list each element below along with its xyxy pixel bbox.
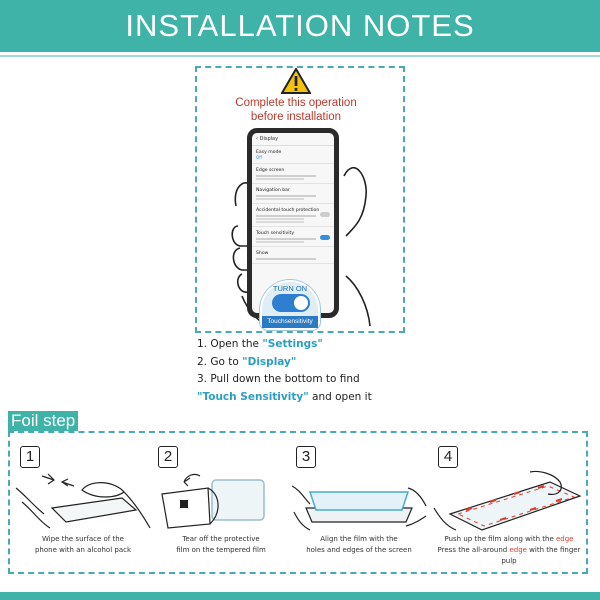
instruction-step-3 — [197, 371, 372, 389]
screen-title: Display — [259, 136, 279, 142]
caption-line: phone with an alcohol pack — [34, 546, 132, 554]
warning-line-2: before installation — [250, 111, 342, 123]
warning-line-1: Complete this operation — [235, 97, 357, 109]
caption-line: Wipe the surface of the — [42, 535, 124, 543]
instruction-text: and open it — [308, 390, 372, 403]
screen-item-accidental-touch — [252, 204, 334, 227]
step-number: 2 — [158, 446, 178, 468]
highlight-text: "Settings" — [262, 338, 323, 350]
press-edges-illustration — [430, 468, 588, 532]
screen-header: ‹ Display — [252, 133, 334, 146]
instruction-text: 3. Pull down the bottom to find — [197, 373, 360, 385]
caption-line: holes and edges of the screen — [306, 546, 412, 554]
instruction-list — [197, 336, 372, 406]
foil-step-1 — [12, 446, 154, 566]
foil-step-2 — [150, 446, 292, 566]
peel-film-illustration — [150, 468, 292, 532]
caption-highlight: edge — [555, 535, 574, 543]
foil-step-3 — [288, 446, 430, 566]
caption-line: film on the tempered film — [176, 546, 266, 554]
instruction-step-3-cont — [197, 389, 372, 407]
screen-item-show — [252, 247, 334, 264]
instruction-text: 2. Go to — [197, 355, 243, 368]
step-number: 4 — [438, 446, 458, 468]
step-number: 1 — [20, 446, 40, 468]
foil-step-tab: Foil step — [8, 411, 78, 431]
page-title: INSTALLATION NOTES — [125, 8, 475, 43]
caption-text: Press the all-around — [437, 546, 510, 554]
warning-triangle-icon — [281, 68, 311, 94]
toggle-icon — [320, 212, 330, 217]
highlight-text: "Touch Sensitivity" — [197, 390, 309, 403]
screen-item-label: Accidental touch protection — [256, 208, 320, 213]
caption-line — [430, 534, 588, 545]
screen-item-label: Edge screen — [256, 168, 285, 173]
step-number: 3 — [296, 446, 316, 468]
toggle-icon — [320, 235, 330, 240]
align-film-illustration — [288, 468, 430, 532]
caption-line: Align the film with the — [320, 535, 398, 543]
caption-text: Push up the film along with the — [444, 535, 556, 543]
zoom-callout — [260, 280, 320, 330]
wipe-phone-illustration — [12, 468, 154, 532]
screen-item-sub: Off — [256, 155, 262, 160]
caption-text: with the finger pulp — [501, 546, 581, 565]
screen-item-touch-sensitivity — [252, 227, 334, 247]
foil-step-4 — [430, 446, 588, 566]
step-caption — [12, 534, 154, 556]
header-banner — [0, 0, 600, 52]
highlight-text: "Display" — [242, 355, 297, 368]
screen-item-easy-mode — [252, 146, 334, 164]
footer-bar — [0, 592, 600, 600]
instruction-text: 1. Open the — [197, 338, 263, 350]
toggle-switch-icon — [272, 294, 310, 312]
screen-item-navigation-bar — [252, 184, 334, 204]
screen-item-label: Show — [256, 251, 269, 256]
zoom-setting-label: Touchsensitivity — [262, 316, 318, 328]
step-caption — [150, 534, 292, 556]
screen-item-label: Navigation bar — [256, 188, 290, 193]
caption-highlight: edge — [509, 546, 527, 554]
caption-line — [430, 545, 588, 567]
instruction-step-1 — [197, 336, 372, 354]
caption-line: Tear off the protective — [182, 535, 260, 543]
screen-item-label: Touch sensitivity — [256, 231, 295, 236]
step-caption — [430, 534, 588, 567]
zoom-state-label: TURN ON — [272, 284, 308, 293]
step-caption — [288, 534, 430, 556]
screen-item-edge-screen — [252, 164, 334, 184]
instruction-step-2 — [197, 354, 372, 372]
screen-item-label: Easy mode — [256, 150, 282, 155]
header-divider — [0, 55, 600, 57]
warning-text — [200, 96, 392, 124]
